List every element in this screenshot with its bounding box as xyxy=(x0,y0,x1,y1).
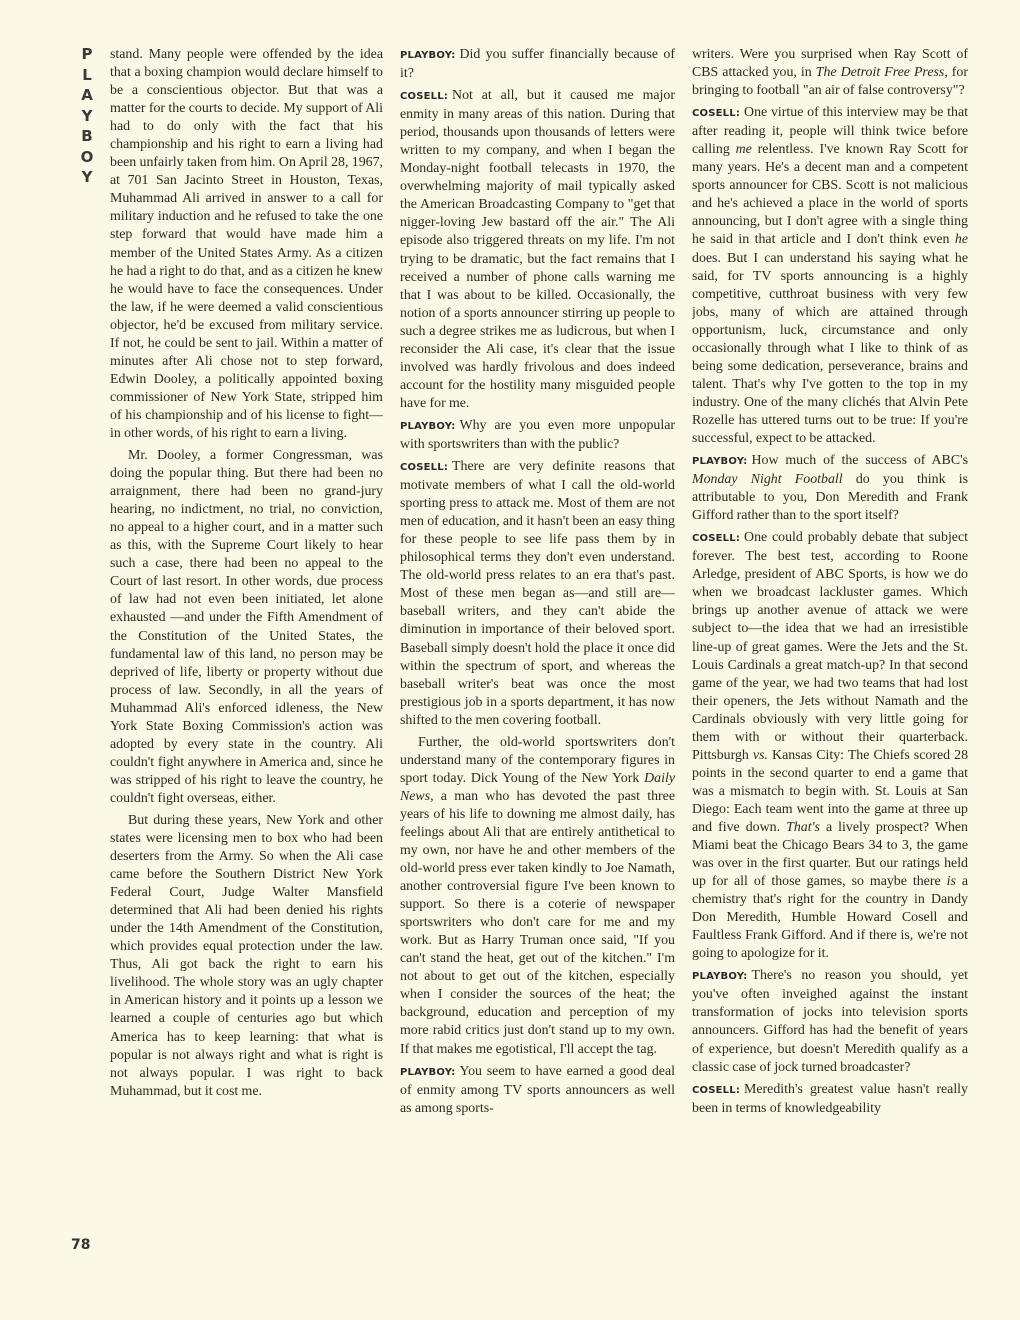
speaker-label: COSELL: xyxy=(692,533,741,545)
text-run: Further, the old-world sportswriters don't understand many of the contemporary figures in sport today. Dick Young of the New York xyxy=(400,734,675,786)
running-head-letter: L xyxy=(82,65,92,84)
speaker-label: PLAYBOY: xyxy=(400,50,456,61)
interview-question xyxy=(692,452,968,525)
speaker-label: PLAYBOY: xyxy=(400,1066,456,1078)
publication-title: Daily News xyxy=(400,770,675,804)
paragraph: stand. Many people were offended by the idea that a boxing champion would declare himself to be a conscientious objector. But that was a matter for the courts to decide. My support of Ali had to do only with the fact that his championship and his right to earn a living had been unfairly taken from him. On April 28, 1967, at 701 San Jacinto Street in Houston, Texas, Muhammad Ali arrived in answer to a call for military induction and he refused to take the one step forward that would have made him a member of the United States Army. As a citizen he had a right to do that, and as a citizen he knew he would have to face the consequences. Under the law, if he were deemed a valid conscientious objector, he'd be excused from military service. If not, he could be sent to jail. Within a matter of minutes after Ali chose not to step forward, Edwin Dooley, a politically appointed boxing commissioner of New York State, stripped him of his championship and of his license to fight—in other words, of his right to earn a living. xyxy=(110,47,383,441)
text-run: , for bringing to football "an air of false controversy"? xyxy=(692,65,968,99)
text-run: a chemistry that's right for the country in Dandy Don Meredith, Humble Howard Cosell and Faultless Frank Gifford. And if there is, we're not going to apologize for it. xyxy=(692,874,968,962)
text-run: does. But I can understand his saying what he said, for TV sports announcing is a highly competitive, cutthroat business with very few jobs, many of which are attained through opportunism, luck, circumstance and only occasionally through what I like to think of as being some dedication, perseverance, brains and talent. That's why I've gotten to the top in my industry. One of the many clichés that Alvin Pete Rozelle has uttered turns out to be true: If you're successful, expect to be attacked. xyxy=(692,250,968,446)
running-head xyxy=(74,44,100,188)
interview-answer xyxy=(692,1081,968,1118)
running-head-letter: P xyxy=(81,45,93,63)
running-head-letter: A xyxy=(81,86,93,104)
speaker-label: COSELL: xyxy=(400,91,449,103)
emphasis: vs. xyxy=(752,747,768,763)
running-head-letter: Y xyxy=(81,168,93,186)
text-run: writers. Were you surprised when Ray Scott of CBS attacked you, in xyxy=(692,47,968,81)
interview-answer xyxy=(400,458,675,730)
interview-answer xyxy=(400,87,675,413)
interview-answer xyxy=(692,104,968,448)
text-run: relentless. I've known Ray Scott for many years. He's a decent man and a competent sports announcer for CBS. Scott is not malicious and he's achieved a place in the world of sports announcing, but I don't agree with a single thing he said in that article and I don't think even xyxy=(692,142,968,248)
text-column-3 xyxy=(692,46,968,1276)
answer-text: Not at all, but it caused me major enmity in many areas of this nation. During that period, thousands upon thousands of letters were written to my company, and when I began the Monday-night football telecasts in 1970, the overwhelming majority of mail typically asked the American Broadcasting Company to "get that nigger-loving Jew bastard off the air." The Ali episode also triggered threats on my life. I'm not trying to be dramatic, but the fact remains that I received a number of phone calls warning me that I was about to be killed. Occasionally, the notion of a sports announcer stirring up people to such a degree strikes me as ludicrous, but when I reconsider the Ali case, it's clear that the issue involved was hardly frivolous and does indeed account for the hostility many misguided people have for me. xyxy=(400,88,675,411)
paragraph: But during these years, New York and other states were licensing men to box who had been deserters from the Army. So when the Ali case came before the Southern District New York Federal Court, Judge Walter Mansfield determined that Ali had been denied his rights under the 14th Amendment of the Constitution, which provides equal protection under the law. Thus, Ali got back the right to earn his livelihood. The whole story was an ugly chapter in American history and it points up a lesson we learned a couple of centuries ago but which America has to keep learning: that what is popular is not always right and what is right is not always popular. I was right to back Muhammad, but it cost me. xyxy=(110,812,383,1099)
question-text: You seem to have earned a good deal of enmity among TV sports announcers as well as among sports- xyxy=(400,1063,675,1116)
emphasis: me xyxy=(735,142,752,158)
answer-text: Meredith's greatest value hasn't really been in terms of knowledgeability xyxy=(692,1081,968,1116)
text-run: a lively prospect? When Miami beat the Chicago Bears 34 to 3, the game was over in the first quarter. But our ratings held up for all of those games, so maybe there xyxy=(692,819,968,890)
running-head-letter: O xyxy=(80,147,94,166)
interview-question xyxy=(400,417,675,454)
running-head-letter: Y xyxy=(81,106,93,125)
text-run: do you think is attributable to you, Don Meredith and Frank Gifford rather than to the sport itself? xyxy=(692,472,968,524)
interview-answer xyxy=(692,529,968,963)
speaker-label: COSELL: xyxy=(400,462,449,474)
text-run: How much of the success of ABC's xyxy=(751,453,968,469)
question-text: Why are you even more unpopular with sportswriters than with the public? xyxy=(400,417,675,452)
paragraph xyxy=(692,46,968,100)
question-text: Did you suffer financially because of it? xyxy=(400,47,675,82)
text-run: Kansas City: The Chiefs scored 28 points in the second quarter to end a game that was a mismatch to begin with. St. Louis at San Diego: Each team went into the game at three up and five down. xyxy=(692,747,968,835)
text-run: One could probably debate that subject forever. The best test, according to Roone Arledge, president of ABC Sports, is how we do when we broadcast lackluster games. Which brings up another avenue of attack we were subject to—the idea that we had an irresistible line-up of great games. Were the Jets and the St. Louis Cardinals a great match-up? In that second game of the year, we had two teams that had lost their openers, the Jets without Namath and the Cardinals obviously with very little going for them with or without their quarterback. Pittsburgh xyxy=(692,530,968,763)
show-title: Monday Night Football xyxy=(692,472,843,488)
text-run: , a man who has devoted the past three years of his life to downing me almost daily, has feelings about Ali that are entirely antithetical to my own, nor have he and other members of the old-world press ever taken kindly to Joe Namath, another controversial figure I've been known to support. So there is a coterie of newspaper sportswriters who don't care for me and my work. But as Harry Truman once said, "If you can't stand the heat, get out of the kitchen." I'm not about to get out of the kitchen, especially when I consider the sources of the heat; the background, education and perception of my more rabid critics just don't stand up to my own. If that makes me egotistical, I'll accept the tag. xyxy=(400,788,675,1057)
answer-text: There are very definite reasons that motivate members of what I call the old-world sporting press to attack me. Most of them are not men of education, and it hasn't been an easy thing for these people to see life pass them by in philosophical terms they don't even understand. The old-world press relates to an era that's past. Most of these men began as—and still are—baseball writers, and they can't abide the diminution in importance of their beloved sport. Baseball simply doesn't hold the place it once did within the spectrum of sport, and whereas the baseball writer's beat was once the most prestigious job in a sports department, it has now shifted to the men covering football. xyxy=(400,459,675,728)
text-run: One virtue of this interview may be that after reading it, people will think twice before calling xyxy=(692,105,968,158)
speaker-label: COSELL: xyxy=(692,1084,741,1096)
interview-question xyxy=(400,1063,675,1118)
speaker-label: COSELL: xyxy=(692,108,741,120)
emphasis: is xyxy=(946,874,956,890)
speaker-label: PLAYBOY: xyxy=(400,420,456,432)
paragraph xyxy=(400,734,675,1059)
question-text: There's no reason you should, yet you've often inveighed against the instant transformation of jocks into television sports announcers. Gifford has had the benefit of years of experience, but doesn't Meredith qualify as a classic case of jock turned broadcaster? xyxy=(692,968,968,1075)
publication-title: The Detroit Free Press xyxy=(815,65,945,81)
running-head-letter: B xyxy=(81,127,93,145)
speaker-label: PLAYBOY: xyxy=(692,971,748,983)
speaker-label: PLAYBOY: xyxy=(692,456,748,468)
emphasis: That's xyxy=(786,819,820,835)
text-column-1 xyxy=(110,46,383,1276)
interview-question xyxy=(400,46,675,83)
paragraph: Mr. Dooley, a former Congressman, was doing the popular thing. But there had been no arraignment, there had been no grand-jury hearing, no indictment, no trial, no conviction, no appeal to a higher court, and in a matter such as this, with the Supreme Court likely to hear such a case, there had been no appeal to the Court of last resort. In other words, due process of law had not even been initiated, let alone exhausted —and under the Fifth Amendment of the Constitution of the United States, the fundamental law of this land, no person may be deprived of life, liberty or property without due process of law. Secondly, in all the years of Muhammad Ali's enforced idleness, the New York State Boxing Commission's action was adopted by every state in the country. Ali couldn't fight anywhere in America and, since he was stripped of his right to leave the country, he couldn't fight overseas, either. xyxy=(110,448,383,806)
interview-question xyxy=(692,967,968,1076)
emphasis: he xyxy=(954,232,968,248)
page-number: 78 xyxy=(71,1237,91,1253)
text-column-2 xyxy=(400,46,675,1276)
